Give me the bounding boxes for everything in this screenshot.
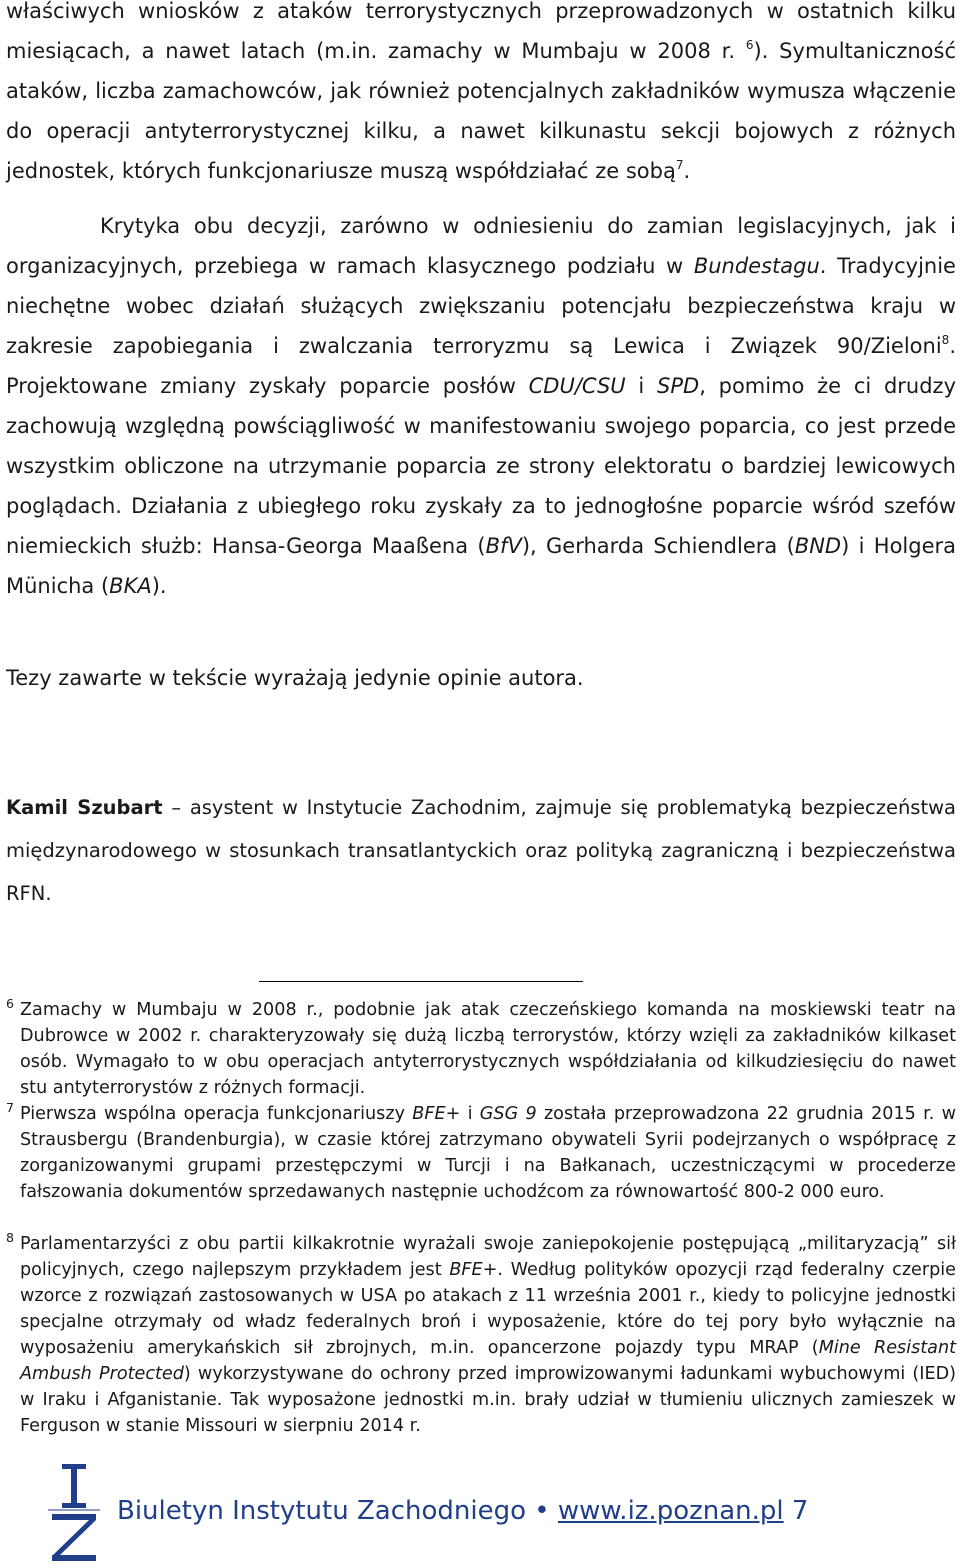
term-spd: SPD (657, 374, 700, 398)
footnote-text: Pierwsza wspólna operacja funkcjonariuszy BFE+ i GSG 9 została przeprowadzona 22 grudnia 2015 r. w Strausbergu (Brandenburgia), w czasie której zatrzymano obywateli Syrii podejrzanych o współpracę z zorganizowanymi grupami przestępczymi w Turcji i na Bałkanach, uczestniczącymi w procederze fałszowania dokumentów sprzedawanych następnie uchodźcom za równowartość 800-2 000 euro. (20, 1104, 956, 1202)
author-name: Kamil Szubart (6, 796, 163, 819)
page-footer (0, 1458, 960, 1565)
footer-title (117, 1496, 808, 1526)
website-link[interactable]: www.iz.poznan.pl (557, 1496, 784, 1526)
term-cdu-csu: CDU/CSU (528, 374, 626, 398)
author-bio: Kamil Szubart – asystent w Instytucie Zachodnim, zajmuje się problematyką bezpieczeństwa międzynarodowego w stosunkach transatlantyckich oraz polityką zagraniczną i bezpieczeństwa RFN. (6, 796, 957, 905)
term-bundestag: Bundestagu (693, 254, 820, 278)
term-bka: BKA (109, 574, 152, 598)
footnote-6 (6, 997, 956, 1101)
paragraph-text: właściwych wniosków z ataków terrorystycznych przeprowadzonych w ostatnich kilku miesiącach, a nawet latach (m.in. zamachy w Mumbaju w 2008 r. (6, 0, 956, 63)
term-bnd: BND (794, 534, 842, 558)
footnote-ref-6[interactable]: 6 (745, 38, 754, 52)
iz-logo-icon (44, 1460, 104, 1564)
footnote-ref-8[interactable]: 8 (941, 333, 950, 347)
page-number: 7 (783, 1496, 809, 1526)
author-description: asystent w Instytucie Zachodnim, zajmuje się problematyką bezpieczeństwa międzynarodowego w stosunkach transatlantyckich oraz polityką zagraniczną i bezpieczeństwa RFN. (6, 796, 957, 905)
footnote-ref-7[interactable]: 7 (675, 158, 684, 172)
footnote-8 (6, 1231, 956, 1439)
footnote-number: 8 (6, 1230, 14, 1245)
footnote-number: 7 (6, 1100, 14, 1115)
paragraph-continuation: właściwych wniosków z ataków terrorystycznych przeprowadzonych w ostatnich kilku miesiącach, a nawet latach (m.in. zamachy w Mumbaju w 2008 r. $^6$). Symultaniczność ataków, liczba zamachowców, jak również potencjalnych zakładników wymusza włączenie do operacji antyterrorystycznej kilku, a nawet kilkunastu sekcji bojowych z różnych jednostek, których funkcjonariusze muszą współdziałać ze sobą$^7$. (6, 0, 957, 183)
bullet-separator: • (526, 1496, 558, 1526)
footnote-divider (259, 981, 583, 982)
disclaimer: Tezy zawarte w tekście wyrażają jedynie opinie autora. (6, 666, 584, 690)
institute-logo (44, 1460, 104, 1564)
footnote-text: Parlamentarzyści z obu partii kilkakrotnie wyrażali swoje zaniepokojenie postępującą „militaryzacją” sił policyjnych, czego najlepszym przykładem jest BFE+. Według polityków opozycji rząd federalny czerpie wzorce z rozwiązań zastosowanych w USA po atakach z 11 września 2001 r., kiedy to policyjne jednostki specjalne otrzymały od władz federalnych broń i wyposażenie, które do tej pory było wyłącznie na wyposażeniu amerykańskich sił zbrojnych, m.in. opancerzone pojazdy typu MRAP (Mine Resistant Ambush Protected) wykorzystywane do ochrony przed improwizowanymi ładunkami wybuchowymi (IED) w Iraku i Afganistanie. Tak wyposażone jednostki m.in. brały udział w tłumieniu ulicznych zamieszek w Ferguson w stanie Missouri w sierpniu 2014 r. (20, 1234, 957, 1436)
term-bfv: BfV (485, 534, 522, 558)
footnote-number: 6 (6, 996, 14, 1011)
bulletin-title: Biuletyn Instytutu Zachodniego (117, 1496, 527, 1526)
footnote-text: Zamachy w Mumbaju w 2008 r., podobnie jak atak czeczeńskiego komanda na moskiewski teatr na Dubrowce w 2002 r. charakteryzowały się dużą liczbą terrorystów, którzy wzięli za zakładników kilkaset osób. Wymagało to w obu operacjach antyterrorystycznych współdziałania od kilkudziesięciu do nawet stu antyterrorystów z różnych formacji. (20, 1000, 956, 1098)
paragraph-critique: Krytyka obu decyzji, zarówno w odniesieniu do zamian legislacyjnych, jak i organizacyjnych, przebiega w ramach klasycznego podziału w Bundestagu. Tradycyjnie niechętne wobec działań służących zwiększaniu potencjału bezpieczeństwa kraju w zakresie zapobiegania i zwalczania terroryzmu są Lewica i Związek 90/Zieloni$^8$. Projektowane zmiany zyskały poparcie posłów CDU/CSU i SPD, pomimo że ci drudzy zachowują względną powściągliwość w manifestowaniu swojego poparcia, co jest przede wszystkim obliczone na utrzymanie poparcia ze strony elektoratu o bardziej lewicowych poglądach. Działania z ubiegłego roku zyskały za to jednogłośne poparcie wśród szefów niemieckich służb: Hansa-Georga Maaßena (BfV), Gerharda Schiendlera (BND) i Holgera Münicha (BKA). (6, 214, 956, 598)
footnote-7 (6, 1101, 956, 1205)
paragraph-text: ). Symultaniczność ataków, liczba zamachowców, jak również potencjalnych zakładników wymusza włączenie do operacji antyterrorystycznej kilku, a nawet kilkunastu sekcji bojowych z różnych jednostek, których funkcjonariusze muszą współdziałać ze sobą (6, 39, 957, 183)
